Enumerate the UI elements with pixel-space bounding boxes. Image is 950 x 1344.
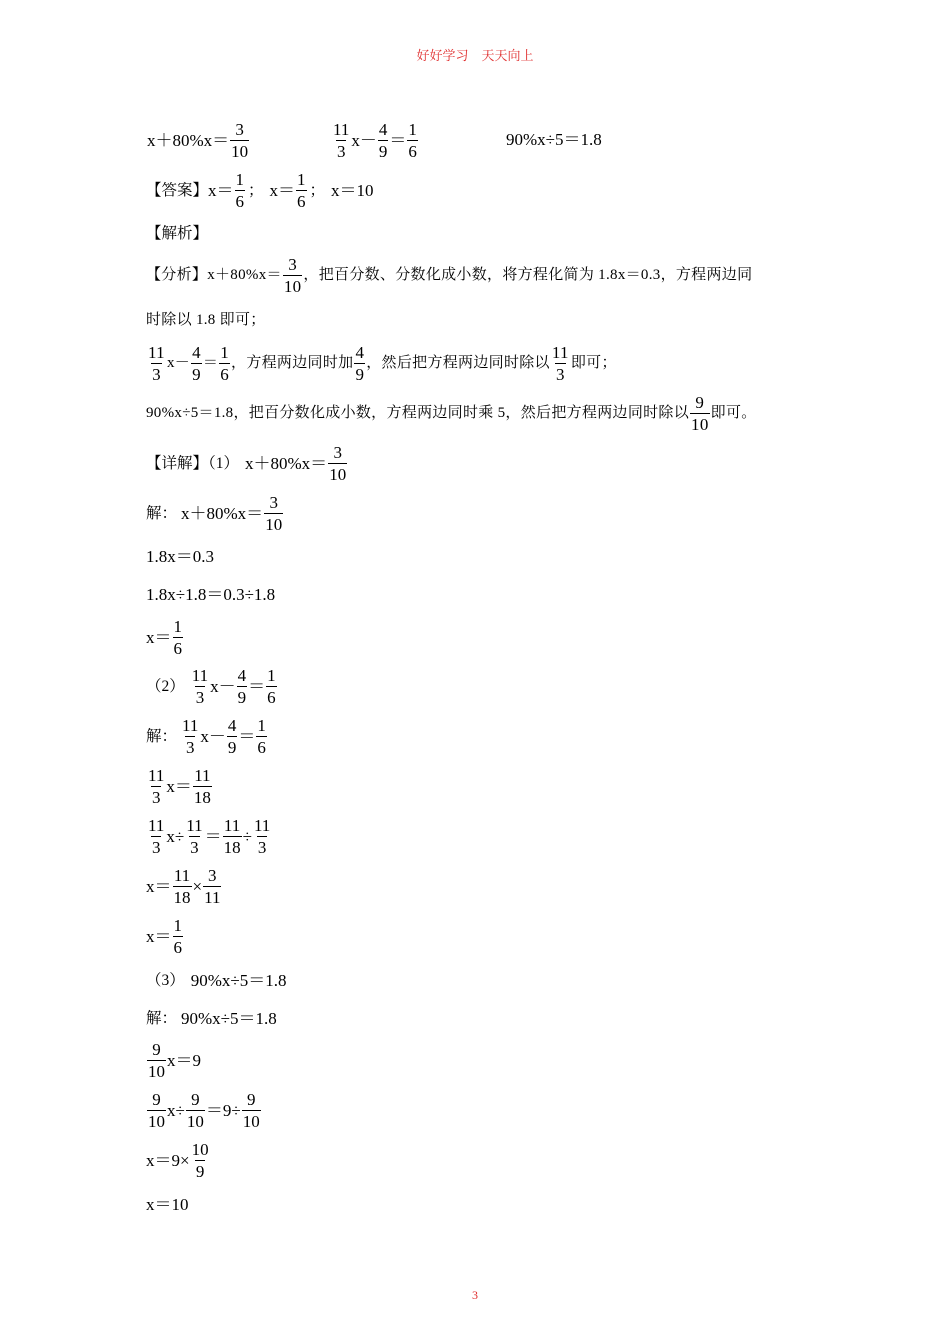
fraction: $\frac{11}{3}$ (253, 816, 271, 857)
problem-3-heading: （3） 90%x÷5＝1.8 (146, 971, 287, 990)
fraction: $\frac{3}{10}$ (329, 443, 347, 484)
step-line: $\frac{11}{3}$ x＝ $\frac{11}{18}$ (148, 766, 211, 807)
fraction: $\frac{10}{9}$ (191, 1140, 209, 1181)
detail-heading: 【详解】（1） x＋80%x＝ $\frac{3}{10}$ (146, 443, 347, 484)
fraction: $\frac{11}{3}$ (186, 816, 203, 857)
step-line: 解： 90%x÷5＝1.8 (146, 1009, 277, 1028)
step-line: 1.8x＝0.3 (146, 547, 214, 566)
fraction: $\frac{11}{18}$ (193, 766, 211, 807)
fraction: $\frac{4}{9}$ (192, 343, 201, 384)
analysis-title: 【解析】 (146, 225, 209, 242)
fraction: $\frac{1}{6}$ (297, 170, 306, 211)
step-line: $\frac{9}{10}$ x÷ $\frac{9}{10}$ ＝9÷ $\frac{9}{10}$ (148, 1090, 260, 1131)
fraction: $\frac{1}{6}$ (173, 617, 182, 658)
step-line: $\frac{11}{3}$ x÷ $\frac{11}{3}$ ＝ $\frac{11}{18}$ ÷ $\frac{11}{3}$ (148, 816, 271, 857)
fraction: $\frac{11}{3}$ (551, 343, 569, 384)
problem-2-heading: （2） $\frac{11}{3}$ x－ $\frac{4}{9}$ ＝ $\frac{1}{6}$ (146, 666, 276, 707)
fraction: $\frac{3}{10}$ (231, 120, 249, 161)
answer-line: 【答案】 x＝ $\frac{1}{6}$ ； x＝ $\frac{1}{6}$ ； x＝10 (146, 170, 374, 211)
fraction: $\frac{9}{10}$ (242, 1090, 260, 1131)
analysis-line-4: 90%x÷5＝1.8，把百分数化成小数，方程两边同时乘 5，然后把方程两边同时除以 $\frac{9}{10}$ 即可。 (146, 393, 757, 434)
problem-2: $\frac{11}{3}$ x－ $\frac{4}{9}$ ＝ $\frac{1}{6}$ (333, 120, 417, 161)
page-header: 好好学习 天天向上 (416, 48, 534, 63)
step-line: x＝ $\frac{11}{18}$ × $\frac{3}{11}$ (146, 866, 221, 907)
step-line: x＝ $\frac{1}{6}$ (146, 916, 182, 957)
step-line: x＝9× $\frac{10}{9}$ (146, 1140, 209, 1181)
step-line: 1.8x÷1.8＝0.3÷1.8 (146, 585, 276, 604)
fraction: $\frac{11}{3}$ (333, 120, 350, 161)
fraction: $\frac{3}{11}$ (204, 866, 221, 907)
fraction: $\frac{11}{3}$ (182, 716, 199, 757)
fraction: $\frac{11}{3}$ (148, 766, 165, 807)
step-line: x＝ $\frac{1}{6}$ (146, 617, 182, 658)
fraction: $\frac{1}{6}$ (173, 916, 182, 957)
fraction: $\frac{1}{6}$ (257, 716, 266, 757)
fraction: $\frac{9}{10}$ (186, 1090, 204, 1131)
analysis-line-3: $\frac{11}{3}$ x－ $\frac{4}{9}$ ＝ $\frac{1}{6}$ ，方程两边同时加 $\frac{4}{9}$ ，然后把方程两边同时除以 $\frac{11}{3}$ 即可； (148, 343, 617, 384)
analysis-line-2: 时除以 1.8 即可； (146, 312, 266, 328)
step-line: 解： x＋80%x＝ $\frac{3}{10}$ (146, 493, 283, 534)
fraction: $\frac{1}{6}$ (408, 120, 417, 161)
fraction: $\frac{11}{3}$ (148, 816, 165, 857)
step-line: $\frac{9}{10}$ x＝9 (148, 1040, 201, 1081)
fraction: $\frac{3}{10}$ (265, 493, 283, 534)
step-line: 解： $\frac{11}{3}$ x－ $\frac{4}{9}$ ＝ $\frac{1}{6}$ (146, 716, 266, 757)
fraction: $\frac{11}{3}$ (191, 666, 209, 707)
fraction: $\frac{11}{18}$ (173, 866, 191, 907)
fraction: $\frac{4}{9}$ (227, 716, 237, 757)
fraction: $\frac{11}{18}$ (223, 816, 241, 857)
step-line: x＝10 (146, 1195, 189, 1214)
fraction: $\frac{1}{6}$ (267, 666, 276, 707)
analysis-line-1: 【分析】 x＋80%x＝ $\frac{3}{10}$ ，把百分数、分数化成小数，将方程化简为 1.8x＝0.3，方程两边同 (146, 255, 753, 296)
fraction: $\frac{4}{9}$ (237, 666, 247, 707)
problem-1 (147, 120, 250, 161)
fraction: $\frac{9}{10}$ (148, 1090, 165, 1131)
fraction: $\frac{4}{9}$ (355, 343, 365, 384)
eq-text: x＋80%x＝ (147, 131, 230, 150)
fraction: $\frac{3}{10}$ (283, 255, 302, 296)
fraction: $\frac{4}{9}$ (378, 120, 388, 161)
fraction: $\frac{9}{10}$ (148, 1040, 165, 1081)
fraction: $\frac{11}{3}$ (148, 343, 165, 384)
problem-3: 90%x÷5＝1.8 (506, 130, 602, 149)
page-number: 3 (472, 1288, 478, 1302)
fraction: $\frac{1}{6}$ (220, 343, 230, 384)
fraction: $\frac{9}{10}$ (691, 393, 709, 434)
answer-label: 【答案】 (146, 181, 209, 199)
fraction: $\frac{1}{6}$ (235, 170, 245, 211)
